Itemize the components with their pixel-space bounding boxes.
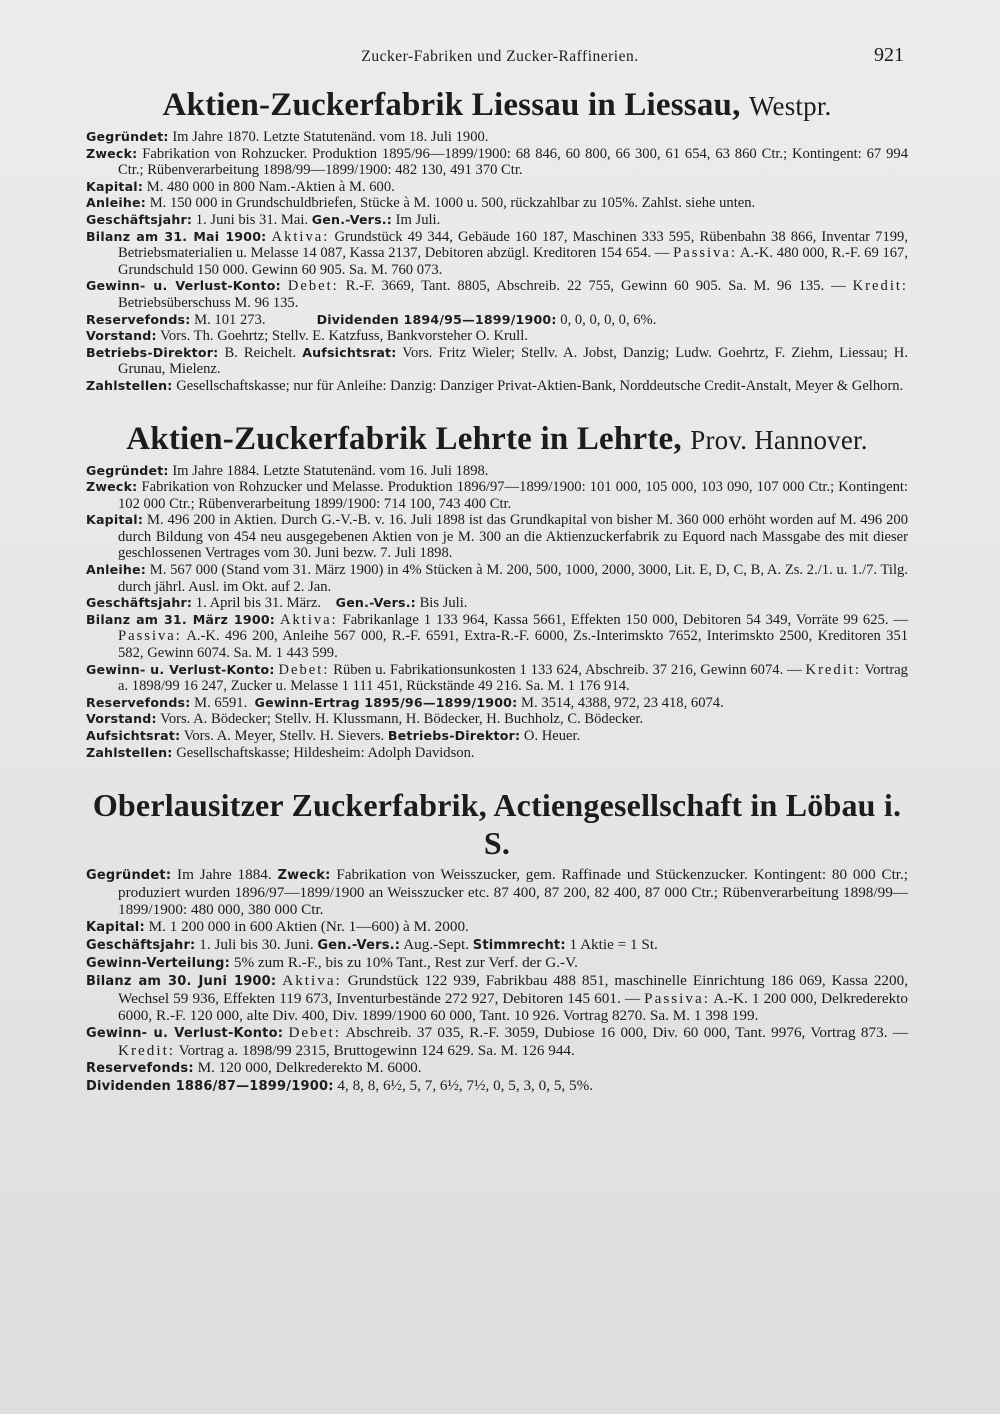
field-text-2: Fabrikation von Weisszucker, gem. Raffinade und Stückenzucker. Kontingent: 80 000 Ctr.; produziert wurden 1896/97—1899/1900 an Weisszucker etc. 87 400, 87 200, 82 400, 87 000 Ctr.; Rübenverarbeitung 1898/99—1899/1900: 480 000, 380 000 Ctr. — [118, 866, 909, 919]
field-label: Betriebs-Direktor: — [86, 344, 219, 360]
field-label: Gegründet: — [86, 868, 172, 884]
field-label: Anleihe: — [86, 195, 147, 211]
field-kapital — [86, 918, 908, 936]
field-label-2: Zweck: — [277, 868, 331, 884]
field-label-2: Gen.-Vers.: — [335, 595, 416, 611]
field-text: M. 496 200 in Aktien. Durch G.-V.-B. v. 16. Juli 1898 ist das Grundkapital von bisher M. 360 000 erhöht worden auf M. 496 200 durch Bildung von 454 neu ausgegebenen Aktien von je M. 300 an die Aktienzuckerfabrik zu Equord nach Massgabe des mit dieser geschlossenen Vertrages vom 30. Juni bezw. 7. Juli 1898. — [118, 512, 908, 562]
field-label: Kapital: — [86, 512, 144, 528]
field-aufsichtsrat — [86, 728, 908, 745]
field-label: Bilanz am 31. März 1900: — [86, 611, 276, 627]
field-aktiva: Aktiva: — [279, 611, 338, 628]
field-text: Rüben u. Fabrikationsunkosten 1 133 624, Abschreib. 37 216, Gewinn 6074. — — [333, 661, 802, 678]
running-title: Zucker-Fabriken und Zucker-Raffinerien. — [361, 48, 639, 65]
field-label: Geschäftsjahr: — [86, 595, 193, 611]
field-text: 1. Juni bis 31. Mai. — [195, 211, 309, 228]
field-label: Zweck: — [86, 479, 138, 495]
field-debet: Debet: — [278, 661, 330, 678]
field-text: B. Reichelt. — [224, 344, 297, 361]
field-text: Vors. A. Meyer, Stellv. H. Sievers. — [183, 728, 385, 744]
field-zweck — [86, 146, 908, 179]
field-zweck — [86, 479, 908, 512]
field-label: Geschäftsjahr: — [86, 938, 196, 954]
field-text: Fabrikation von Rohzucker und Melasse. Produktion 1896/97—1899/1900: 101 000, 105 000, 103 090, 107 000 Ctr.; Kontingent: 102 000 Ctr.; Rübenverarbeitung 1899/1900: 714 100, 743 400 Ctr. — [118, 479, 908, 512]
field-label: Gewinn- u. Verlust-Konto: — [86, 278, 281, 294]
field-bilanz — [86, 972, 908, 1024]
field-text-2: Aug.-Sept. — [403, 936, 469, 954]
field-label: Dividenden 1886/87—1899/1900: — [86, 1079, 334, 1095]
field-text-2: 0, 0, 0, 0, 0, 6%. — [560, 311, 657, 328]
field-text: Grundstück 122 939, Fabrikbau 488 851, maschinelle Einrichtung 186 069, Kassa 2200, Wechsel 59 936, Effekten 119 673, Inventurbestände 272 927, Debitoren 145 601. — — [118, 972, 909, 1008]
field-bilanz — [86, 612, 908, 662]
company-name: Aktien-Zuckerfabrik Lehrte in Lehrte, — [126, 420, 682, 457]
field-gewinn-verlust — [86, 278, 908, 311]
field-text: M. 480 000 in 800 Nam.-Aktien à M. 600. — [146, 178, 395, 195]
field-kredit: Kredit: — [805, 661, 861, 678]
field-debet: Debet: — [288, 1024, 341, 1042]
field-label: Bilanz am 30. Juni 1900: — [86, 974, 277, 990]
field-text: Vors. Th. Goehrtz; Stellv. E. Katzfuss, Bankvorsteher O. Krull. — [160, 328, 528, 345]
field-label: Zweck: — [86, 145, 138, 161]
field-label: Bilanz am 31. Mai 1900: — [86, 228, 267, 244]
field-kredit: Kredit: — [118, 1042, 176, 1060]
field-text: Abschreib. 37 035, R.-F. 3059, Dubiose 16 000, Div. 60 000, Tant. 9976, Vortrag 873. — — [345, 1024, 909, 1042]
field-text: R.-F. 3669, Tant. 8805, Abschreib. 22 755, Gewinn 60 905. Sa. M. 96 135. — — [345, 278, 846, 295]
field-text-2: A.-K. 1 200 000, Delkrederekto 6000, R.-F. 120 000, alte Div. 400, Div. 1899/1900 60 000, Tant. 10 926. Vortrag 8270. Sa. M. 1 398 199. — [118, 990, 908, 1025]
field-passiva: Passiva: — [118, 628, 182, 645]
field-gewinn-verteilung — [86, 954, 908, 972]
field-gewinn-verlust — [86, 1024, 908, 1059]
field-label: Zahlstellen: — [86, 744, 173, 760]
field-text: Fabrikation von Rohzucker. Produktion 1895/96—1899/1900: 68 846, 60 800, 66 300, 61 654, 63 860 Ctr.; Kontingent: 67 994 Ctr.; Rübenverarbeitung 1898/99—1899/1900: 482 130, 491 370 Ctr. — [118, 145, 908, 179]
field-bilanz — [86, 229, 908, 279]
field-text-2: M. 3514, 4388, 972, 23 418, 6074. — [521, 694, 724, 711]
field-label: Gegründet: — [86, 129, 169, 144]
field-geschaeftsjahr — [86, 936, 908, 954]
field-label: Vorstand: — [86, 328, 157, 344]
field-text-2: Bis Juli. — [419, 595, 468, 612]
field-label-2: Betriebs-Direktor: — [387, 728, 521, 743]
field-text: Vors. A. Bödecker; Stellv. H. Klussmann, H. Bödecker, H. Buchholz, C. Bödecker. — [160, 711, 644, 728]
field-anleihe — [86, 562, 908, 595]
field-label: Aufsichtsrat: — [86, 728, 181, 743]
field-reservefonds — [86, 1059, 908, 1077]
field-zahlstellen — [86, 745, 908, 762]
field-text: M. 1 200 000 in 600 Aktien (Nr. 1—600) à M. 2000. — [148, 918, 469, 936]
entries — [86, 86, 908, 1095]
field-label: Gewinn-Verteilung: — [86, 956, 231, 972]
field-label: Kapital: — [86, 178, 144, 194]
entry-title — [86, 420, 908, 459]
field-label-2: Aufsichtsrat: — [302, 344, 397, 360]
field-gegruendet-zweck — [86, 866, 908, 918]
field-label: Zahlstellen: — [86, 377, 173, 393]
field-kredit: Kredit: — [852, 278, 908, 295]
field-aktiva: Aktiva: — [282, 972, 342, 990]
entry-title — [86, 786, 908, 862]
field-text-2: O. Heuer. — [523, 728, 581, 744]
field-label-2: Gen.-Vers.: — [311, 211, 393, 227]
company-location: i. S. — [483, 787, 902, 862]
field-text-2: Vors. Fritz Wieler; Stellv. A. Jobst, Danzig; Ludw. Goehrtz, F. Ziehm, Liessau; H. Grunau, Mielenz. — [118, 344, 908, 378]
field-text: Im Jahre 1884. Letzte Statutenänd. vom 16. Juli 1898. — [172, 462, 489, 479]
field-reservefonds — [86, 695, 908, 712]
field-label: Reservefonds: — [86, 1061, 194, 1077]
field-label: Gewinn- u. Verlust-Konto: — [86, 1026, 284, 1042]
company-entry-lehrte — [86, 420, 908, 762]
field-gegruendet — [86, 463, 908, 480]
field-aktiva: Aktiva: — [271, 228, 330, 245]
field-debet: Debet: — [287, 278, 339, 295]
field-text: M. 150 000 in Grundschuldbriefen, Stücke à M. 1000 u. 500, rückzahlbar zu 105%. Zahlst. siehe unten. — [149, 195, 756, 212]
field-text: 4, 8, 8, 6½, 5, 7, 6½, 7½, 0, 5, 3, 0, 5, 5%. — [337, 1077, 594, 1095]
field-text: Gesellschaftskasse; nur für Anleihe: Danzig: Danziger Privat-Aktien-Bank, Norddeutsche Credit-Anstalt, Meyer & Gelhorn. — [176, 377, 904, 394]
field-label: Geschäftsjahr: — [86, 211, 193, 227]
field-label: Gewinn- u. Verlust-Konto: — [86, 661, 275, 677]
running-head — [0, 44, 1000, 72]
field-zahlstellen — [86, 378, 908, 395]
company-name: Aktien-Zuckerfabrik Liessau in Liessau, — [162, 87, 741, 123]
field-vorstand — [86, 328, 908, 345]
field-text-2: Vortrag a. 1898/99 16 247, Zucker u. Melasse 1 111 451, Rückstände 49 216. Sa. M. 1 176 914. — [118, 661, 908, 695]
field-passiva: Passiva: — [673, 245, 737, 262]
company-location: Prov. Hannover. — [690, 424, 868, 455]
field-geschaeftsjahr — [86, 595, 908, 612]
field-text: M. 567 000 (Stand vom 31. März 1900) in 4% Stücken à M. 200, 500, 1000, 2000, 3000, Lit. E, D, C, B, A. Zs. 2./1. u. 1./7. Tilg. durch jährl. Ausl. im Okt. auf 2. Jan. — [118, 562, 908, 595]
field-gewinn-verlust — [86, 662, 908, 695]
field-text-2: A.-K. 480 000, R.-F. 69 167, Grundschuld 150 000. Gewinn 60 905. Sa. M. 760 073. — [118, 245, 908, 278]
field-text-2: Vortrag a. 1898/99 2315, Bruttogewinn 124 629. Sa. M. 126 944. — [178, 1042, 575, 1060]
field-text: Gesellschaftskasse; Hildesheim: Adolph Davidson. — [176, 744, 475, 761]
field-text: M. 6591. — [194, 694, 248, 711]
field-text: Grundstück 49 344, Gebäude 160 187, Maschinen 333 595, Rübenbahn 38 866, Inventar 7199, Betriebsmaterialien u. Melasse 14 087, Kassa 2137, Debitoren abzügl. Kreditoren 154 654. — — [118, 228, 908, 262]
page-number: 921 — [874, 44, 904, 66]
field-label-3: Stimmrecht: — [472, 938, 566, 954]
field-text: Fabrikanlage 1 133 964, Kassa 5661, Effekten 150 000, Debitoren 54 349, Vorräte 99 625. — — [342, 611, 908, 628]
field-text: Im Jahre 1870. Letzte Statutenänd. vom 18. Juli 1900. — [172, 129, 489, 145]
field-label: Anleihe: — [86, 562, 147, 578]
field-label-2: Gewinn-Ertrag 1895/96—1899/1900: — [254, 694, 518, 710]
entry-title — [86, 86, 908, 125]
company-name: Oberlausitzer Zuckerfabrik, Actiengesellschaft in Löbau — [92, 787, 876, 824]
field-text: Im Jahre 1884. — [177, 866, 272, 884]
field-text: 1. April bis 31. März. — [195, 595, 322, 612]
field-gegruendet — [86, 129, 908, 146]
field-betriebs-direktor — [86, 345, 908, 378]
field-text-2: Im Juli. — [395, 211, 441, 228]
field-text: 1. Juli bis 30. Juni. — [199, 936, 314, 954]
field-vorstand — [86, 711, 908, 728]
field-text: M. 101 273. — [194, 311, 266, 328]
field-kapital — [86, 179, 908, 196]
field-text: M. 120 000, Delkrederekto M. 6000. — [197, 1059, 422, 1077]
field-reservefonds — [86, 312, 908, 329]
field-geschaeftsjahr — [86, 212, 908, 229]
field-label: Kapital: — [86, 920, 145, 936]
field-label-2: Gen.-Vers.: — [317, 938, 401, 954]
field-label: Reservefonds: — [86, 694, 191, 710]
field-label-2: Dividenden 1894/95—1899/1900: — [316, 311, 557, 327]
field-text-2: Betriebsüberschuss M. 96 135. — [118, 294, 299, 311]
company-location: Westpr. — [749, 91, 832, 121]
field-text-3: 1 Aktie = 1 St. — [569, 936, 658, 954]
field-kapital — [86, 512, 908, 562]
field-dividenden — [86, 1077, 908, 1095]
field-label: Vorstand: — [86, 711, 157, 727]
field-anleihe — [86, 195, 908, 212]
company-entry-liessau — [86, 86, 908, 395]
field-label: Gegründet: — [86, 462, 169, 478]
company-entry-loebau — [86, 786, 908, 1095]
field-label: Reservefonds: — [86, 311, 191, 327]
field-passiva: Passiva: — [644, 990, 710, 1008]
field-text-2: A.-K. 496 200, Anleihe 567 000, R.-F. 6591, Extra-R.-F. 6000, Zs.-Interimskto 7652, Interimskto 2500, Kreditoren 351 582, Gewinn 6074. Sa. M. 1 443 599. — [118, 628, 909, 662]
field-text: 5% zum R.-F., bis zu 10% Tant., Rest zur Verf. der G.-V. — [233, 954, 578, 972]
